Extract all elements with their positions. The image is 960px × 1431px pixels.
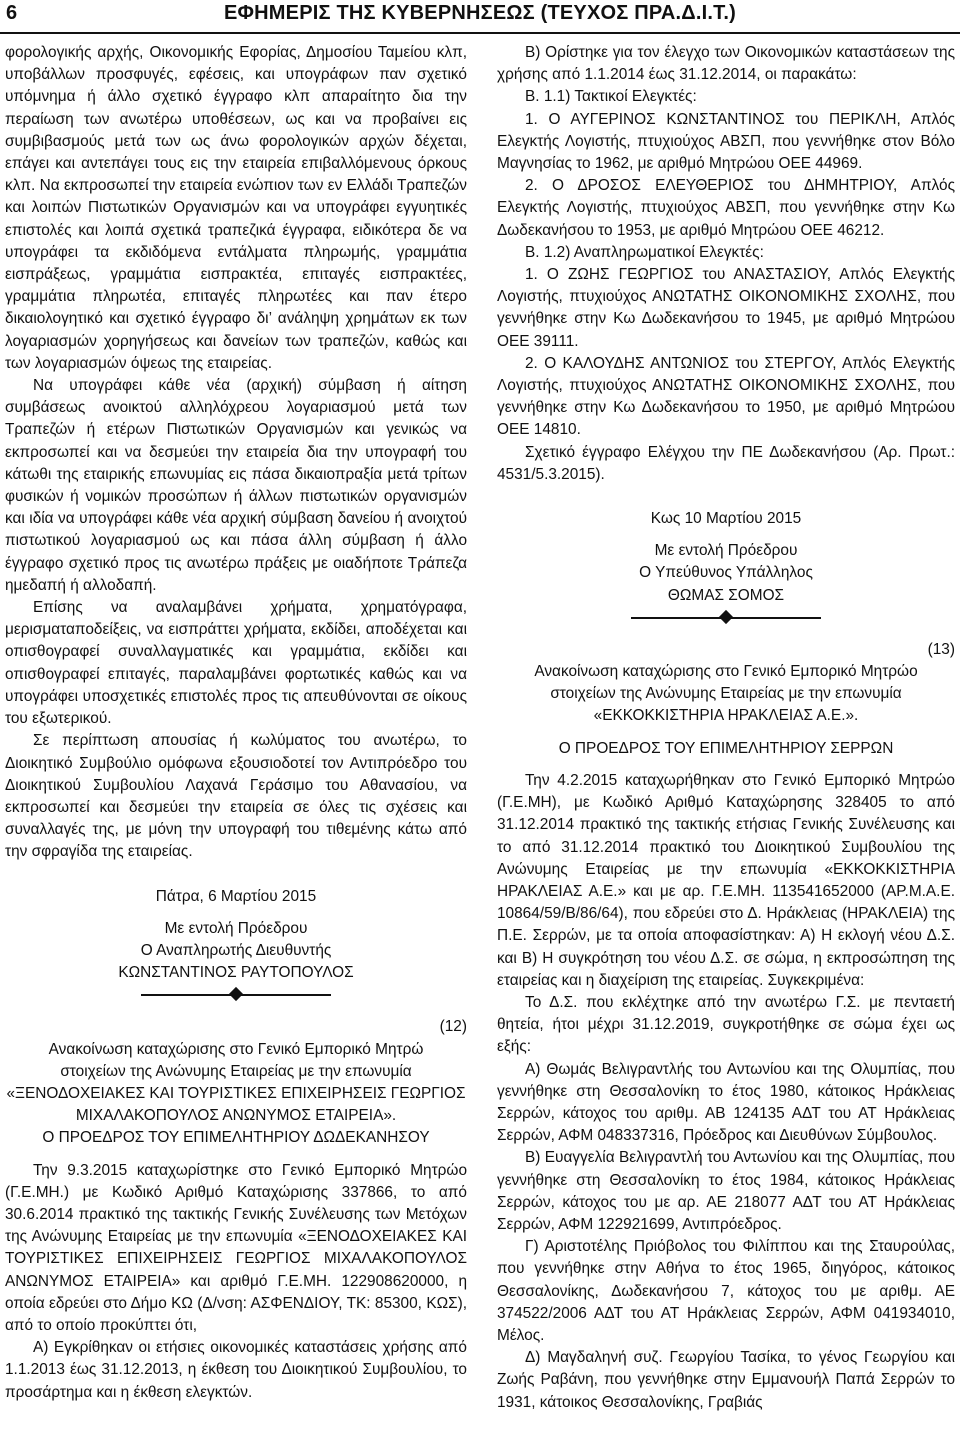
announcement-title bbox=[5, 1039, 467, 1128]
spacer bbox=[497, 486, 955, 508]
diamond-icon bbox=[229, 987, 243, 1001]
signature-place-date: Πάτρα, 6 Μαρτίου 2015 bbox=[155, 887, 317, 905]
paragraph: Το Δ.Σ. που εκλέχτηκε από την ανωτέρω Γ.Σ. με πενταετή θητεία, ήτοι μέχρι 31.12.2019, συγκροτήθηκε σε σώμα έχει ως εξής: bbox=[497, 993, 955, 1056]
signature-line: Ο Υπεύθυνος Υπάλληλος bbox=[639, 564, 813, 582]
paragraph: Α) Θωμάς Βελιγραντλής του Αντωνίου και της Ολυμπίας, που γεννήθηκε στη Θεσσαλονίκη το έτος 1980, κάτοικος Ηράκλειας Σερρών, κάτοχος του αριθμ. ΑΒ 124135 ΑΔΤ του ΑΤ Ηράκλειας Σερρών, ΑΦΜ 048337316, Πρόεδρος και Διευθύνων Σύμβουλος. bbox=[497, 1060, 955, 1145]
announcement-title bbox=[497, 661, 955, 728]
signature-line: Με εντολή Πρόεδρου bbox=[164, 919, 308, 937]
announcement-title-line: στοιχείων της Ανώνυμης Εταιρείας με την επωνυμία «ΞΕΝΟΔΟΧΕΙΑΚΕΣ ΚΑΙ ΤΟΥΡΙΣΤΙΚΕΣ ΕΠΙΧΕΙΡΗΣΕΙΣ ΓΕΩΡΓΙΟΣ ΜΙΧΑΛΑΚΟΠΟΥΛΟΣ ΑΝΩΝΥΜΟΣ ΕΤΑΙΡΕΙΑ». bbox=[6, 1062, 466, 1125]
paragraph: 2. Ο ΚΑΛΟΥΔΗΣ ΑΝΤΩΝΙΟΣ του ΣΤΕΡΓΟΥ, Απλός Ελεγκτής Λογιστής, πτυχιούχος ΑΝΩΤΑΤΗΣ ΟΙΚΟΝΟΜΙΚΗΣ ΣΧΟΛΗΣ, που γεννήθηκε στην Κω Δωδεκανήσου το 1950, με αριθμό Μητρώου ΟΕΕ 14810. bbox=[497, 354, 955, 439]
paragraph: 1. Ο ΖΩΗΣ ΓΕΩΡΓΙΟΣ του ΑΝΑΣΤΑΣΙΟΥ, Απλός Ελεγκτής Λογιστής, πτυχιούχος ΑΝΩΤΑΤΗΣ ΟΙΚΟΝΟΜΙΚΗΣ ΣΧΟΛΗΣ, που γεννήθηκε στην Κω Δωδεκανήσου το 1945, με αριθμό Μητρώου ΟΕΕ 39111. bbox=[497, 266, 955, 350]
subheading: Β. 1.2) Αναπληρωματικοί Ελεγκτές: bbox=[525, 243, 764, 261]
left-column bbox=[5, 42, 467, 1404]
gazette-title: ΕΦΗΜΕΡΙΣ ΤΗΣ ΚΥΒΕΡΝΗΣΕΩΣ (ΤΕΥΧΟΣ ΠΡΑ.Δ.Ι.Τ.) bbox=[224, 2, 736, 24]
spacer bbox=[5, 908, 467, 918]
spacer bbox=[497, 629, 955, 639]
announcement-number: (13) bbox=[927, 640, 955, 658]
signature-line: Ο Αναπληρωτής Διευθυντής bbox=[140, 941, 332, 959]
announcement-number: (12) bbox=[439, 1018, 467, 1036]
spacer bbox=[5, 864, 467, 886]
diamond-icon bbox=[719, 610, 733, 624]
paragraph: Επίσης να αναλαμβάνει χρήματα, χρηματόγραφα, μερισματαποδείξεις, να εισπράττει χρήματα, εκδίδει, αποδέχεται και οπισθογραφεί συναλλαγματικές και γραμμάτια, εκδίδει και οπισθογραφεί επιταγές, παραλαμβάνει φορτωτικές καθώς και να υπογράφει υποσχετικές επιστολές προς τις απευθύνονται σε οίκους του εξωτερικού. bbox=[5, 599, 467, 728]
paragraph: 1. Ο ΑΥΓΕΡΙΝΟΣ ΚΩΝΣΤΑΝΤΙΝΟΣ του ΠΕΡΙΚΛΗ, Απλός Ελεγκτής Λογιστής, πτυχιούχος ΑΒΣΠ, που γεννήθηκε στον Βόλο Μαγνησίας το 1962, με αριθμό Μητρώου ΟΕΕ 44969. bbox=[497, 110, 955, 173]
paragraph: Β) Ορίστηκε για τον έλεγχο των Οικονομικών καταστάσεων της χρήσης από 1.1.2014 έως 31.12.2014, οι παρακάτω: bbox=[497, 44, 955, 84]
section-divider bbox=[631, 607, 821, 629]
paragraph: Να υπογράφει κάθε νέα (αρχική) σύμβαση ή αίτηση συμβάσεως ανοικτού αλληλόχρεου λογαριασμού μετά των Τραπεζών ή ετέρων Πιστωτικών Οργανισμών και γενικώς να εκπροσωπεί και να δεσμεύει την εταιρεία δια την υπογραφή του κάτωθι της εταιρικής επωνυμίας εις πάσα δικαιοπραξία μετά τρίτων φυσικών ή νομικών προσώπων ή άλλων πιστωτικών οργανισμών και ιδία να υπογράφει κάθε νέα αρχική σύμβαση δανείου ή ανοιχτού πιστωτικού λογαριασμού ως και πάσα άλλη σύμβαση ή άλλο έγγραφο σχετικό προς τις ανωτέρω πράξεις με οιαδήποτε Τράπεζα ημεδαπή ή αλλοδαπή. bbox=[5, 377, 467, 594]
paragraph: Β) Ευαγγελία Βελιγραντλή του Αντωνίου και της Ολυμπίας, που γεννήθηκε στη Θεσσαλονίκη το έτος 1984, κάτοικος Ηράκλειας Σερρών, κάτοχος του με αρ. ΑΕ 218077 ΑΔΤ του ΑΤ Ηράκλειας Σερρών, ΑΦΜ 122921699, Αντιπρόεδρος. bbox=[497, 1149, 955, 1233]
paragraph: Α) Εγκρίθηκαν οι ετήσιες οικονομικές καταστάσεις χρήσης από 1.1.2013 έως 31.12.2013, η έκθεση του Διοικητικού Συμβουλίου, το προσάρτημα και η έκθεση ελεγκτών. bbox=[5, 1339, 467, 1401]
announcement-title-line: Ανακοίνωση καταχώρισης στο Γενικό Εμπορικό Μητρώ bbox=[48, 1040, 424, 1058]
subheading: Β. 1.1) Τακτικοί Ελεγκτές: bbox=[525, 88, 697, 106]
page-header bbox=[0, 0, 960, 34]
paragraph: Την 4.2.2015 καταχωρήθηκαν στο Γενικό Εμπορικό Μητρώο (Γ.Ε.ΜΗ), με Κωδικό Αριθμό Καταχώρησης 328405 το από 31.12.2014 πρακτικό της τακτικής ετήσιας Γενικής Συνέλευσης και το από 31.12.2014 πρακτικό του Διοικητικού Συμβουλίου της Ανώνυμης Εταιρείας με την επωνυμία «ΕΚΚΟΚΚΙΣΤΗΡΙΑ ΗΡΑΚΛΕΙΑΣ Α.Ε.» και με αρ. Γ.Ε.ΜΗ. 113541652000 (ΑΡ.Μ.Α.Ε. 10864/59/Β/86/64), που εδρεύει στο Δ. Ηράκλειας (ΗΡΑΚΛΕΙΑ) της Π.Ε. Σερρών, με τα οποία αποφασίστηκαν: Α) Η εκλογή νέου Δ.Σ. και Β) Η συγκρότηση του νέου Δ.Σ. σε σώμα, η εκπροσώπηση της εταιρείας και η διαχείριση της εταιρείας. Συγκεκριμένα: bbox=[497, 771, 955, 989]
paragraph: Την 9.3.2015 καταχωρίστηκε στο Γενικό Εμπορικό Μητρώο (Γ.Ε.ΜΗ.) με Κωδικό Αριθμό Καταχώρισης 337866, το από 30.6.2014 πρακτικό της τακτικής Γενικής Συνέλευσης των Μετόχων της Ανώνυμης Εταιρείας με την επωνυμία «ΞΕΝΟΔΟΧΕΙΑΚΕΣ ΚΑΙ ΤΟΥΡΙΣΤΙΚΕΣ ΕΠΙΧΕΙΡΗΣΕΙΣ ΓΕΩΡΓΙΟΣ ΜΙΧΑΛΑΚΟΠΟΥΛΟΣ ΑΝΩΝΥΜΟΣ ΕΤΑΙΡΕΙΑ» και αριθμό Γ.Ε.ΜΗ. 122908620000, η οποία εδρεύει στο Δήμο ΚΩ (Δ/νση: ΑΣΦΕΝΔΙΟΥ, ΤΚ: 85300, ΚΩΣ), από το οποίο προκύπτει ότι, bbox=[5, 1161, 467, 1334]
page-number: 6 bbox=[6, 2, 18, 24]
spacer bbox=[5, 1006, 467, 1016]
paragraph: Σε περίπτωση απουσίας ή κωλύματος του ανωτέρω, το Διοικητικό Συμβούλιο ομόφωνα εξουσιοδοτεί τον Αντιπρόεδρο του Διοικητικού Συμβουλίου Λαχανά Γεράσιμο του Αθανασίου, να εκπροσωπεί και δεσμεύει την εταιρεία σε όλες τις σχέσεις και συναλλαγές της, με μόνη την υπογραφή του τιθεμένης κάτω από την σφραγίδα της εταιρείας. bbox=[5, 732, 467, 861]
spacer bbox=[5, 1150, 467, 1160]
announcement-title-line: στοιχείων της Ανώνυμης Εταιρείας με την επωνυμία «ΕΚΚΟΚΚΙΣΤΗΡΙΑ ΗΡΑΚΛΕΙΑΣ Α.Ε.». bbox=[550, 685, 902, 725]
signature-place-date: Κως 10 Μαρτίου 2015 bbox=[650, 510, 802, 528]
paragraph: Δ) Μαγδαληνή συζ. Γεωργίου Τασίκα, το γένος Γεωργίου και Ζωής Ραβάνη, που γεννήθηκε στην Εμμανουήλ Παπά Σερρών το 1931, κάτοικος Θεσσαλονίκης, Γραβιάς bbox=[497, 1349, 955, 1411]
spacer bbox=[497, 530, 955, 540]
spacer bbox=[497, 760, 955, 770]
chamber-heading: Ο ΠΡΟΕΔΡΟΣ ΤΟΥ ΕΠΙΜΕΛΗΤΗΡΙΟΥ ΔΩΔΕΚΑΝΗΣΟΥ bbox=[42, 1129, 430, 1147]
signature-name: ΚΩΝΣΤΑΝΤΙΝΟΣ ΡΑΥΤΟΠΟΥΛΟΣ bbox=[118, 964, 354, 982]
announcement-title-line: Ανακοίνωση καταχώρισης στο Γενικό Εμπορικό Μητρώο bbox=[534, 663, 918, 681]
paragraph: 2. Ο ΔΡΟΣΟΣ ΕΛΕΥΘΕΡΙΟΣ του ΔΗΜΗΤΡΙΟΥ, Απλός Ελεγκτής Λογιστής, πτυχιούχος ΑΒΣΠ, που γεννήθηκε στην Κω Δωδεκανήσου το 1953, με αριθμό Μητρώου ΟΕΕ 46212. bbox=[497, 177, 955, 239]
paragraph: Σχετικό έγγραφο Ελέγχου την ΠΕ Δωδεκανήσου (Αρ. Πρωτ.: 4531/5.3.2015). bbox=[497, 443, 955, 483]
right-column bbox=[497, 42, 955, 1414]
section-divider bbox=[141, 984, 331, 1006]
signature-name: ΘΩΜΑΣ ΣΟΜΟΣ bbox=[667, 586, 785, 604]
chamber-heading: Ο ΠΡΟΕΔΡΟΣ ΤΟΥ ΕΠΙΜΕΛΗΤΗΡΙΟΥ ΣΕΡΡΩΝ bbox=[558, 739, 894, 757]
signature-line: Με εντολή Πρόεδρου bbox=[654, 542, 798, 560]
paragraph: Γ) Αριστοτέλης Πριόβολος του Φιλίππου και της Σταυρούλας, που γεννήθηκε στην Αθήνα το έτος 1965, διηγόρος, κάτοικος Θεσσαλονίκης, Δωδεκανήσου 7, κάτοχος του με αριθμ. ΑΕ 374522/2006 ΑΔΤ του ΑΤ Ηράκλειας Σερρών, ΑΦΜ 041934010, Μέλος. bbox=[497, 1238, 955, 1344]
spacer bbox=[497, 728, 955, 738]
paragraph: φορολογικής αρχής, Οικονομικής Εφορίας, Δημοσίου Ταμείου κλπ, υποβάλλων προσφυγές, εφέσεις, και υπογράφων παν σχετικό υπόμνημα ή άλλο σχετικό έγγραφο κλπ απαραίτητο δια την περαίωση των ανωτέρω υποθέσεων, ως και να προβαίνει εις συμβιβασμούς μετά των ως άνω φορολογικών αρχών δέχεται, επάγει και αντεπάγει τους εις την εταιρεία επιβαλλόμενους όρκους κλπ. Να εκπροσωπεί την εταιρεία ενώπιον των εν Ελλάδι Τραπεζών και λοιπών Πιστωτικών Οργανισμών και να υπογράφει εγγυητικές επιστολές και λοιπά σχετικά τραπεζικά έγγραφα, ειδικότερα δε να υπογράφει τα εκδιδόμενα εντάλματα πληρωμής, γραμμάτια εισπράξεως, γραμμάτια εισπρακτέα, επιταγές εισπρακτέες, γραμμάτια πληρωτέα, επιταγές πληρωτέες και παν έτερο δικαιολογητικό και σχετικό έγγραφο δι’ ανάληψη χρημάτων εκ των λογαριασμών χορηγήσεως και δανείων των τραπεζών, καθώς και των λογαριασμών όψεως της εταιρείας. bbox=[5, 44, 467, 372]
